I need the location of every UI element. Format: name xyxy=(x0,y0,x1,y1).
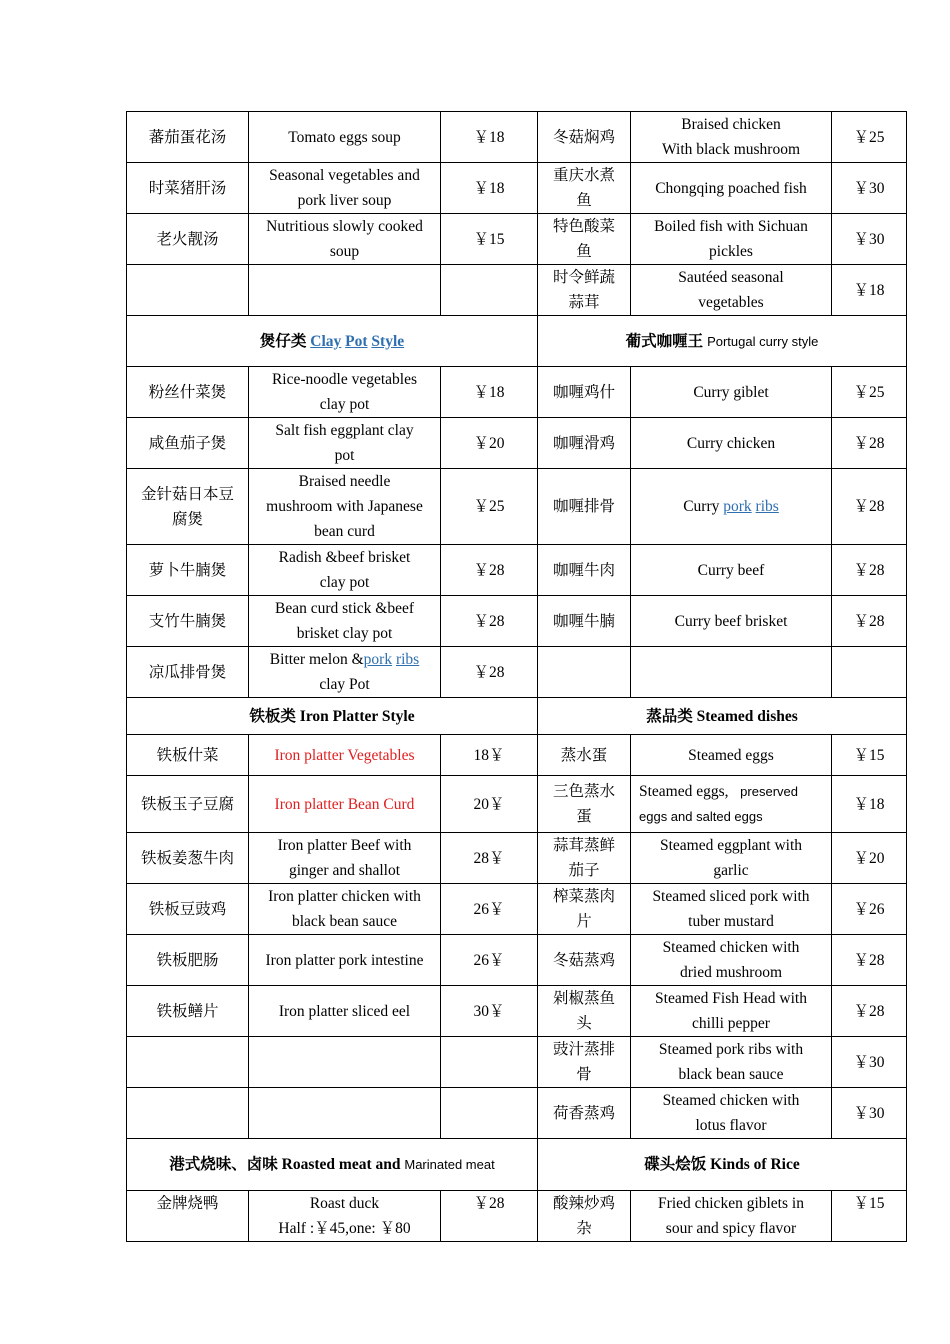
dish-en: Steamed Fish Head with chilli pepper xyxy=(631,986,832,1037)
dish-cn: 咖喱牛肉 xyxy=(538,545,631,596)
dish-en: Steamed eggplant with garlic xyxy=(631,833,832,884)
dish-en: Steamed pork ribs with black bean sauce xyxy=(631,1037,832,1088)
link-style[interactable]: Style xyxy=(371,332,405,350)
dish-cn: 萝卜牛腩煲 xyxy=(127,545,249,596)
table-row xyxy=(127,1037,907,1088)
table-row xyxy=(127,833,907,884)
empty-cell xyxy=(631,647,832,698)
dish-cn: 咸鱼茄子煲 xyxy=(127,418,249,469)
dish-cn: 豉汁蒸排 骨 xyxy=(538,1037,631,1088)
dish-cn: 金针菇日本豆 腐煲 xyxy=(127,469,249,545)
table-row xyxy=(127,1088,907,1139)
dish-en: Curry chicken xyxy=(631,418,832,469)
dish-price: ￥28 xyxy=(441,1191,538,1242)
table-row xyxy=(127,545,907,596)
dish-cn: 铁板豆豉鸡 xyxy=(127,884,249,935)
dish-price: ￥20 xyxy=(832,833,907,884)
link-clay[interactable]: Clay xyxy=(310,332,342,350)
dish-cn: 蒜茸蒸鲜 茄子 xyxy=(538,833,631,884)
section-header-iron-platter: 铁板类 Iron Platter Style xyxy=(127,698,538,735)
dish-en: Steamed chicken with lotus flavor xyxy=(631,1088,832,1139)
table-row xyxy=(127,935,907,986)
dish-cn: 铁板玉子豆腐 xyxy=(127,776,249,833)
table-row xyxy=(127,367,907,418)
dish-en: Bitter melon &pork ribs clay Pot xyxy=(249,647,441,698)
dish-price: 26￥ xyxy=(441,935,538,986)
dish-price: ￥30 xyxy=(832,1037,907,1088)
dish-price: ￥18 xyxy=(832,265,907,316)
dish-en: Roast duck Half :￥45,one: ￥80 xyxy=(249,1191,441,1242)
dish-price: ￥28 xyxy=(441,545,538,596)
table-row xyxy=(127,469,907,545)
dish-price: ￥18 xyxy=(441,112,538,163)
dish-price: 20￥ xyxy=(441,776,538,833)
dish-en: Iron platter chicken with black bean sauce xyxy=(249,884,441,935)
dish-cn: 重庆水煮 鱼 xyxy=(538,163,631,214)
empty-cell xyxy=(127,265,249,316)
dish-en: Steamed sliced pork with tuber mustard xyxy=(631,884,832,935)
dish-cn: 咖喱牛腩 xyxy=(538,596,631,647)
table-row xyxy=(127,163,907,214)
dish-price: ￥25 xyxy=(832,367,907,418)
empty-cell xyxy=(441,1037,538,1088)
empty-cell xyxy=(249,1037,441,1088)
dish-cn: 支竹牛腩煲 xyxy=(127,596,249,647)
dish-en: Bean curd stick &beef brisket clay pot xyxy=(249,596,441,647)
dish-price: ￥18 xyxy=(441,163,538,214)
dish-en: Steamed eggs xyxy=(631,735,832,776)
section-header-row xyxy=(127,1139,907,1191)
dish-en: Curry giblet xyxy=(631,367,832,418)
dish-cn: 时菜猪肝汤 xyxy=(127,163,249,214)
section-header-row xyxy=(127,316,907,367)
dish-cn: 老火靓汤 xyxy=(127,214,249,265)
empty-cell xyxy=(832,647,907,698)
section-header-clay-pot: 煲仔类 Clay Pot Style xyxy=(127,316,538,367)
link-ribs[interactable]: ribs xyxy=(395,651,420,668)
dish-en: Salt fish eggplant clay pot xyxy=(249,418,441,469)
empty-cell xyxy=(441,1088,538,1139)
menu-table xyxy=(126,111,907,1242)
dish-price: ￥28 xyxy=(832,469,907,545)
dish-price: ￥25 xyxy=(832,112,907,163)
dish-price: ￥18 xyxy=(441,367,538,418)
dish-cn: 粉丝什菜煲 xyxy=(127,367,249,418)
dish-en: Iron platter pork intestine xyxy=(249,935,441,986)
dish-cn: 时令鲜蔬 蒜茸 xyxy=(538,265,631,316)
dish-cn: 铁板鳝片 xyxy=(127,986,249,1037)
dish-cn: 铁板肥肠 xyxy=(127,935,249,986)
table-row xyxy=(127,112,907,163)
table-row xyxy=(127,986,907,1037)
dish-en: Seasonal vegetables and pork liver soup xyxy=(249,163,441,214)
link-pork[interactable]: pork xyxy=(723,498,752,515)
empty-cell xyxy=(249,1088,441,1139)
dish-price: ￥30 xyxy=(832,214,907,265)
table-row xyxy=(127,884,907,935)
dish-en: Steamed chicken with dried mushroom xyxy=(631,935,832,986)
dish-en: Iron platter Bean Curd xyxy=(249,776,441,833)
dish-cn: 榨菜蒸肉 片 xyxy=(538,884,631,935)
dish-price: ￥18 xyxy=(832,776,907,833)
dish-price: ￥15 xyxy=(832,1191,907,1242)
dish-price: ￥26 xyxy=(832,884,907,935)
dish-en: Curry beef brisket xyxy=(631,596,832,647)
section-header-steamed: 蒸品类 Steamed dishes xyxy=(538,698,907,735)
empty-cell xyxy=(538,647,631,698)
dish-cn: 蒸水蛋 xyxy=(538,735,631,776)
table-row xyxy=(127,418,907,469)
dish-price: ￥25 xyxy=(441,469,538,545)
table-row xyxy=(127,735,907,776)
table-row xyxy=(127,265,907,316)
dish-cn: 铁板姜葱牛肉 xyxy=(127,833,249,884)
dish-price: ￥15 xyxy=(441,214,538,265)
dish-price: ￥28 xyxy=(832,935,907,986)
dish-cn: 特色酸菜 鱼 xyxy=(538,214,631,265)
section-header-rice: 碟头烩饭 Kinds of Rice xyxy=(538,1139,907,1191)
dish-en: Iron platter Vegetables xyxy=(249,735,441,776)
empty-cell xyxy=(127,1088,249,1139)
dish-en: Iron platter sliced eel xyxy=(249,986,441,1037)
table-row xyxy=(127,776,907,833)
table-row xyxy=(127,214,907,265)
dish-price: ￥28 xyxy=(832,986,907,1037)
empty-cell xyxy=(249,265,441,316)
table-row xyxy=(127,647,907,698)
dish-price: 18￥ xyxy=(441,735,538,776)
dish-en: Rice-noodle vegetables clay pot xyxy=(249,367,441,418)
dish-cn: 铁板什菜 xyxy=(127,735,249,776)
section-header-row xyxy=(127,698,907,735)
dish-price: ￥28 xyxy=(441,647,538,698)
empty-cell xyxy=(127,1037,249,1088)
dish-cn: 咖喱鸡什 xyxy=(538,367,631,418)
dish-en: Curry pork ribs xyxy=(631,469,832,545)
dish-cn: 金牌烧鸭 xyxy=(127,1191,249,1242)
dish-price: ￥28 xyxy=(441,596,538,647)
dish-price: ￥30 xyxy=(832,163,907,214)
dish-cn: 酸辣炒鸡 杂 xyxy=(538,1191,631,1242)
table-row xyxy=(127,1191,907,1242)
dish-price: 26￥ xyxy=(441,884,538,935)
dish-en: Tomato eggs soup xyxy=(249,112,441,163)
empty-cell xyxy=(441,265,538,316)
dish-cn: 咖喱滑鸡 xyxy=(538,418,631,469)
dish-price: 30￥ xyxy=(441,986,538,1037)
dish-en: Braised needle mushroom with Japanese bean curd xyxy=(249,469,441,545)
dish-en: Chongqing poached fish xyxy=(631,163,832,214)
dish-cn: 凉瓜排骨煲 xyxy=(127,647,249,698)
dish-en: Boiled fish with Sichuan pickles xyxy=(631,214,832,265)
dish-en: Steamed eggs, preserved eggs and salted eggs xyxy=(631,776,832,833)
dish-cn: 剁椒蒸鱼 头 xyxy=(538,986,631,1037)
section-header-curry: 葡式咖喱王 Portugal curry style xyxy=(538,316,907,367)
dish-cn: 咖喱排骨 xyxy=(538,469,631,545)
link-pork[interactable]: pork xyxy=(363,651,393,668)
dish-en: Nutritious slowly cooked soup xyxy=(249,214,441,265)
dish-price: ￥15 xyxy=(832,735,907,776)
dish-price: ￥28 xyxy=(832,418,907,469)
dish-price: ￥20 xyxy=(441,418,538,469)
dish-en: Sautéed seasonal vegetables xyxy=(631,265,832,316)
dish-en: Fried chicken giblets in sour and spicy flavor xyxy=(631,1191,832,1242)
link-ribs[interactable]: ribs xyxy=(755,498,779,515)
link-pot[interactable]: Pot xyxy=(345,332,368,350)
dish-cn: 冬菇焖鸡 xyxy=(538,112,631,163)
dish-cn: 蕃茄蛋花汤 xyxy=(127,112,249,163)
section-header-roasted: 港式烧味、卤味 Roasted meat and Marinated meat xyxy=(127,1139,538,1191)
table-row xyxy=(127,596,907,647)
dish-price: ￥28 xyxy=(832,596,907,647)
dish-en: Curry beef xyxy=(631,545,832,596)
dish-cn: 冬菇蒸鸡 xyxy=(538,935,631,986)
dish-cn: 荷香蒸鸡 xyxy=(538,1088,631,1139)
dish-price: ￥28 xyxy=(832,545,907,596)
dish-en: Iron platter Beef with ginger and shallot xyxy=(249,833,441,884)
dish-price: 28￥ xyxy=(441,833,538,884)
dish-cn: 三色蒸水 蛋 xyxy=(538,776,631,833)
dish-en: Braised chicken With black mushroom xyxy=(631,112,832,163)
dish-en: Radish &beef brisket clay pot xyxy=(249,545,441,596)
dish-price: ￥30 xyxy=(832,1088,907,1139)
